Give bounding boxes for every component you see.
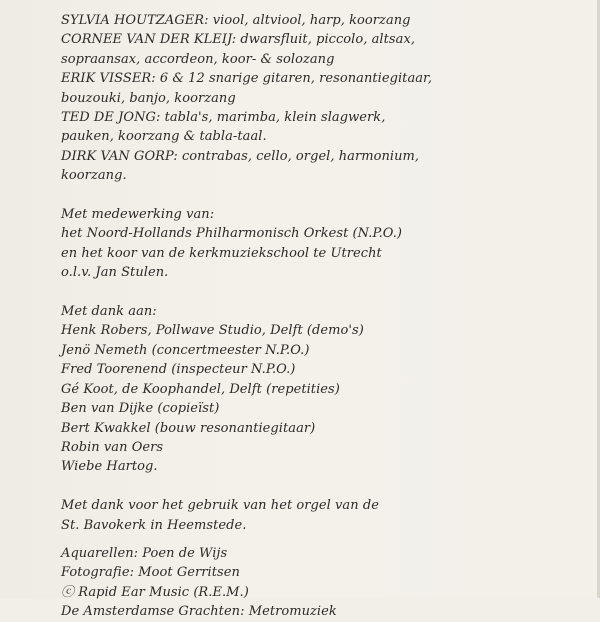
musician-line bbox=[61, 69, 581, 88]
musician-name: ERIK VISSER bbox=[61, 71, 152, 87]
musician-instruments-continued: sopraansax, accordeon, koor- & solozang bbox=[61, 51, 335, 67]
credit-line: Fotografie: Moot Gerritsen bbox=[61, 565, 240, 581]
musician-name: SYLVIA HOUTZAGER bbox=[61, 13, 205, 28]
organ-thanks-line: St. Bavokerk in Heemstede. bbox=[61, 517, 247, 533]
credit-line: ⓒ Rapid Ear Music (R.E.M.) bbox=[61, 584, 249, 600]
thanks-line: Gé Koot, de Koophandel, Delft (repetities) bbox=[61, 381, 340, 397]
musician-instruments-continued: bouzouki, banjo, koorzang bbox=[61, 90, 236, 106]
thanks-line: Jenö Nemeth (concertmeester N.P.O.) bbox=[61, 342, 310, 358]
cooperation-line: het Noord-Hollands Philharmonisch Orkest (N.P.O.) bbox=[61, 226, 403, 242]
thanks-line: Wiebe Hartog. bbox=[61, 459, 158, 475]
thanks-line: Fred Toorenend (inspecteur N.P.O.) bbox=[61, 362, 296, 378]
credit-line: De Amsterdamse Grachten: Metromuziek bbox=[61, 604, 337, 620]
musician-line bbox=[61, 30, 581, 49]
thanks-line: Henk Robers, Pollwave Studio, Delft (demo's) bbox=[61, 323, 364, 339]
musician-instruments: : 6 & 12 snarige gitaren, resonantiegitaar, bbox=[151, 71, 433, 87]
cooperation-line: en het koor van de kerkmuziekschool te Utrecht bbox=[61, 245, 382, 261]
musician-name: CORNEE VAN DER KLEIJ bbox=[61, 32, 232, 48]
spacer bbox=[61, 283, 581, 302]
organ-thanks-line: Met dank voor het gebruik van het orgel van de bbox=[61, 498, 379, 514]
thanks-heading: Met dank aan: bbox=[61, 304, 157, 320]
thanks-line: Ben van Dijke (copieïst) bbox=[61, 401, 220, 417]
musician-instruments: : contrabas, cello, orgel, harmonium, bbox=[173, 148, 420, 164]
musician-line bbox=[61, 11, 581, 30]
musician-name: TED DE JONG bbox=[61, 110, 156, 126]
musician-instruments: : viool, altviool, harp, koorzang bbox=[204, 13, 411, 28]
thanks-line: Bert Kwakkel (bouw resonantiegitaar) bbox=[61, 420, 316, 436]
credit-line: Aquarellen: Poen de Wijs bbox=[61, 545, 228, 561]
spacer bbox=[61, 535, 581, 544]
musician-instruments: : tabla's, marimba, klein slagwerk, bbox=[155, 110, 386, 126]
spacer bbox=[61, 477, 581, 496]
musician-line bbox=[61, 108, 581, 127]
musician-line bbox=[61, 147, 581, 166]
musician-instruments-continued: pauken, koorzang & tabla-taal. bbox=[61, 129, 267, 145]
musician-instruments: : dwarsfluit, piccolo, altsax, bbox=[231, 32, 416, 48]
cooperation-heading: Met medewerking van: bbox=[61, 207, 215, 223]
thanks-line: Robin van Oers bbox=[61, 439, 164, 455]
musician-instruments-continued: koorzang. bbox=[61, 168, 127, 184]
spacer bbox=[61, 186, 581, 205]
musician-name: DIRK VAN GORP bbox=[61, 148, 174, 164]
credits-text bbox=[61, 11, 581, 622]
cooperation-line: o.l.v. Jan Stulen. bbox=[61, 265, 169, 281]
